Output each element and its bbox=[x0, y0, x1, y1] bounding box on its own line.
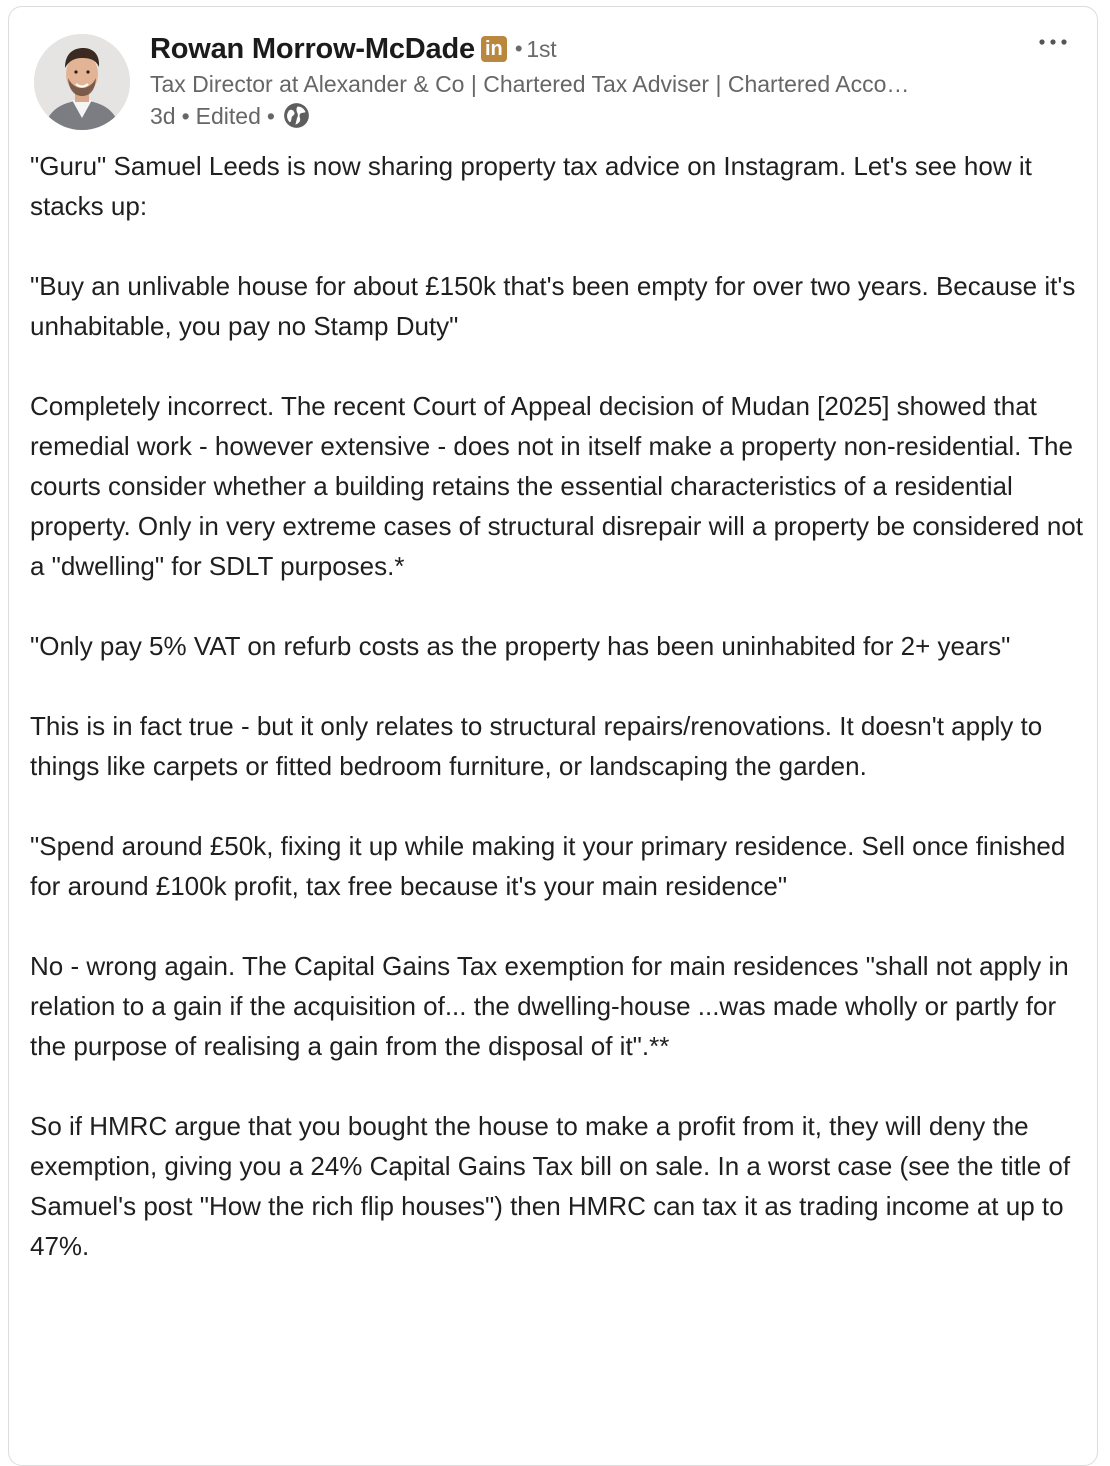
connection-degree: 1st bbox=[526, 36, 557, 62]
post-paragraph: "Guru" Samuel Leeds is now sharing property tax advice on Instagram. Let's see how it stacks up: bbox=[30, 151, 1032, 221]
more-options-button[interactable] bbox=[1036, 30, 1076, 60]
post-meta bbox=[150, 100, 310, 137]
post-paragraph: So if HMRC argue that you bought the house to make a profit from it, they will deny the exemption, giving you a 24% Capital Gains Tax bill on sale. In a worst case (see the title of Samuel's post "How the rich flip houses") then HMRC can tax it as trading income at up to 47%. bbox=[30, 1111, 1071, 1261]
post-paragraph: "Buy an unlivable house for about £150k that's been empty for over two years. Because it's unhabitable, you pay no Stamp Duty" bbox=[30, 271, 1076, 341]
post-body bbox=[30, 146, 1090, 1306]
author-name[interactable]: Rowan Morrow-McDade bbox=[150, 33, 475, 65]
ellipsis-icon bbox=[1036, 30, 1076, 60]
post-paragraph: "Only pay 5% VAT on refurb costs as the property has been uninhabited for 2+ years" bbox=[30, 631, 1011, 661]
post-paragraph: This is in fact true - but it only relates to structural repairs/renovations. It doesn't apply to things like carpets or fitted bedroom furniture, or landscaping the garden. bbox=[30, 711, 1043, 781]
separator-dot: • bbox=[514, 36, 523, 61]
author-line bbox=[150, 30, 557, 68]
post-paragraph: Completely incorrect. The recent Court of Appeal decision of Mudan [2025] showed that remedial work - however extensive - does not in itself make a property non-residential. The courts consider whether a building retains the essential characteristics of a residential property. Only in very extreme cases of structural disrepair will a property be considered not a "dwelling" for SDLT purposes.* bbox=[30, 391, 1083, 581]
globe-icon bbox=[283, 102, 310, 137]
post-paragraph: "Spend around £50k, fixing it up while making it your primary residence. Sell once finished for around £100k profit, tax free because it's your main residence" bbox=[30, 831, 1066, 901]
avatar[interactable] bbox=[34, 34, 130, 130]
edited-label: Edited bbox=[195, 103, 261, 129]
linkedin-badge-icon: in bbox=[481, 36, 507, 62]
post-paragraph: No - wrong again. The Capital Gains Tax exemption for main residences "shall not apply in relation to a gain if the acquisition of... the dwelling-house ...was made wholly or partly for the purpose of realising a gain from the disposal of it".** bbox=[30, 951, 1069, 1061]
meta-separator: • bbox=[181, 103, 190, 129]
author-headline: Tax Director at Alexander & Co | Chartered Tax Adviser | Chartered Acco… bbox=[150, 71, 910, 97]
profile-photo bbox=[34, 34, 130, 130]
post-time: 3d bbox=[150, 103, 176, 129]
meta-separator: • bbox=[266, 103, 275, 129]
